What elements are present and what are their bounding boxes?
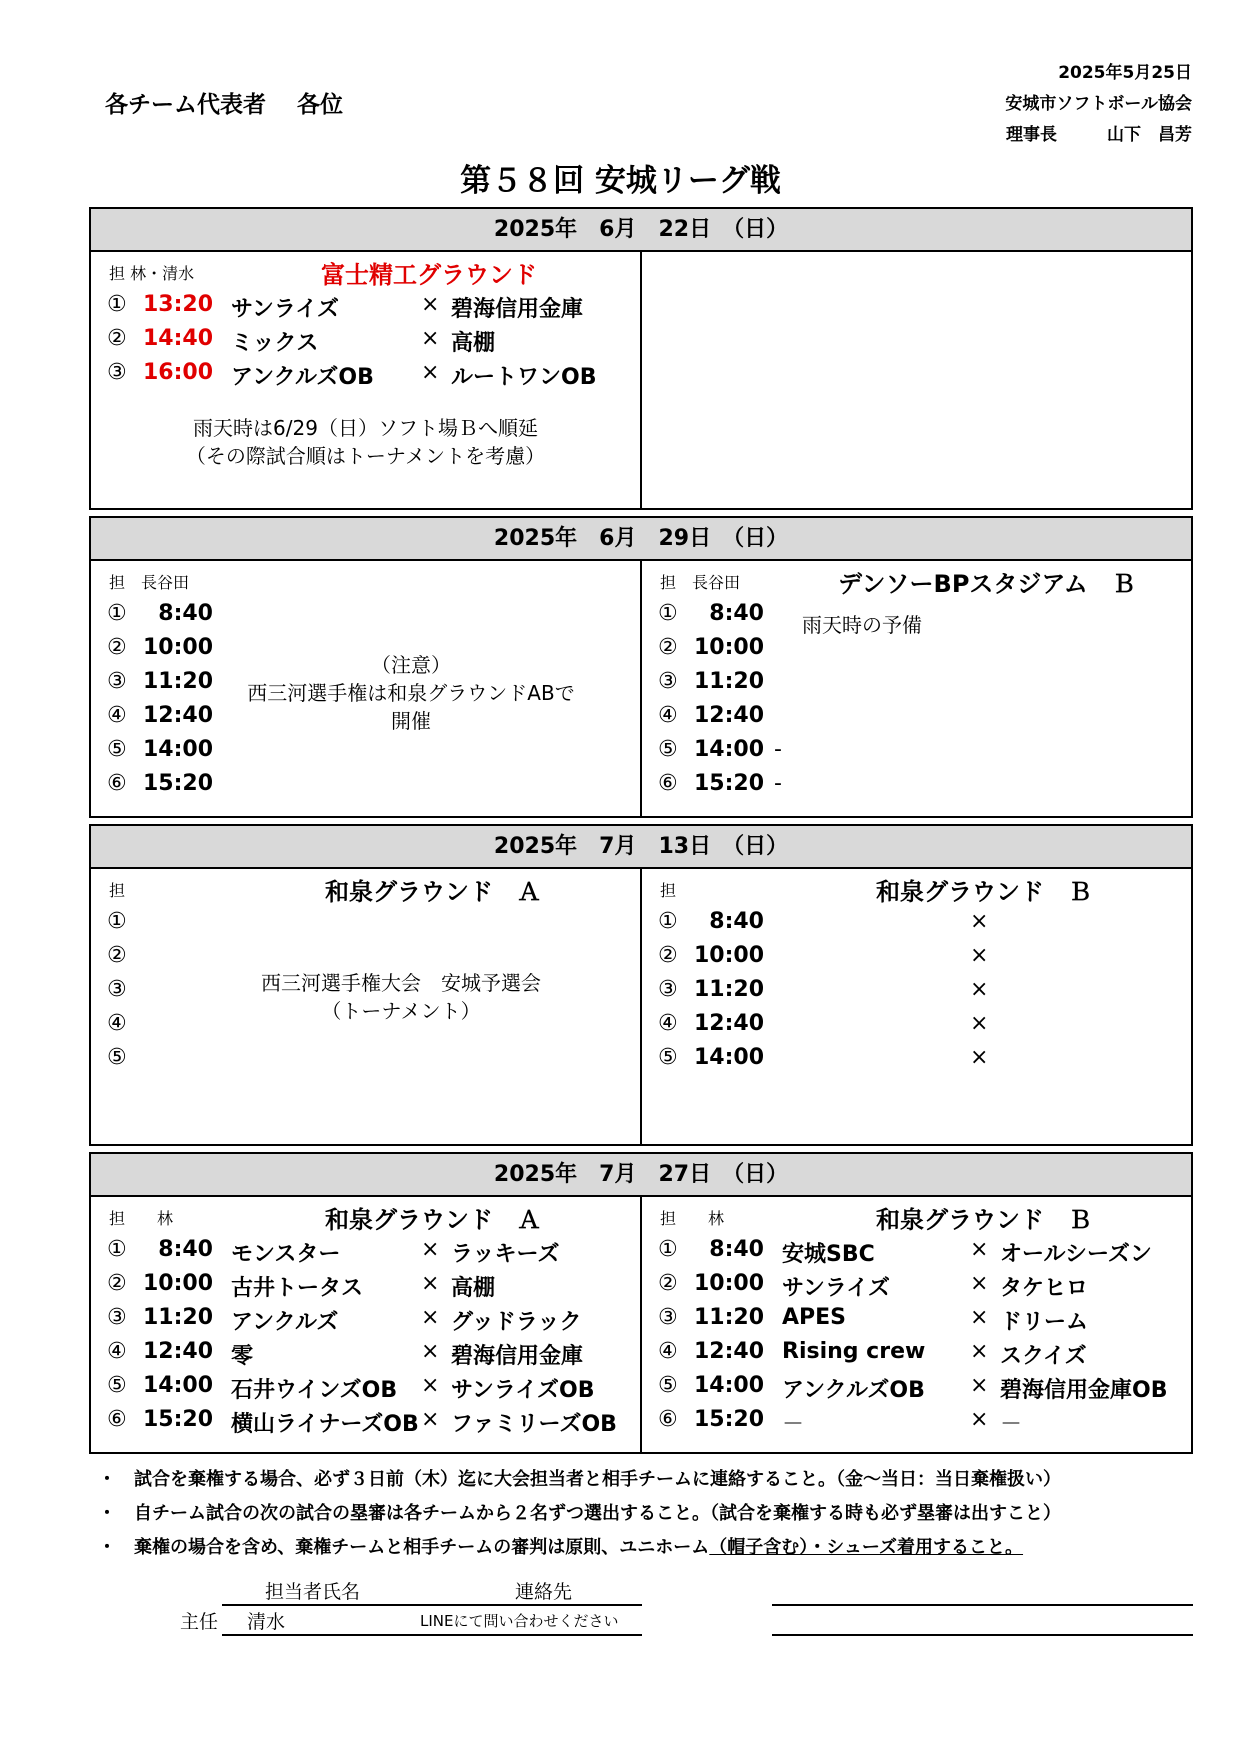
team-a: モンスター [231, 1242, 341, 1267]
team-a: 零 [231, 1344, 254, 1369]
versus-mark: × [421, 1339, 440, 1364]
underline-rule [222, 1634, 642, 1636]
team-a: － [782, 1412, 805, 1437]
game-number: ③ [658, 1305, 678, 1330]
caution-note: （注意） 西三河選手権は和泉グラウンドABで 開催 [247, 653, 575, 733]
team-a: 横山ライナーズOB [231, 1412, 419, 1437]
chair-line [1006, 120, 1192, 145]
versus-mark: × [421, 360, 440, 385]
team-a: アンクルズ [231, 1310, 339, 1335]
game-time: 14:00 [694, 1373, 765, 1398]
game-number: ⑤ [658, 1373, 678, 1398]
team-b: ファミリーズOB [451, 1412, 617, 1437]
staff-label: 担 長谷田 [109, 573, 190, 592]
game-number: ④ [107, 1339, 127, 1364]
game-number: ⑥ [107, 1407, 127, 1432]
tournament-note: 西三河選手権大会 安城予選会 （トーナメント） [261, 971, 541, 1023]
game-time: 11:20 [143, 1305, 214, 1330]
venue-panel-right [642, 1197, 1191, 1452]
venue-name: 和泉グラウンド Ｂ [876, 1206, 1092, 1234]
game-time: 14:00 [143, 1373, 214, 1398]
team-a: 安城SBC [782, 1242, 875, 1267]
team-a: Rising crew [782, 1339, 926, 1364]
team-b: オールシーズン [1000, 1242, 1152, 1267]
game-number: ① [658, 909, 678, 934]
game-time: 11:20 [694, 669, 765, 694]
rain-reserve-note: 雨天時の予備 [802, 613, 922, 637]
versus-mark: × [421, 1305, 440, 1330]
game-time: 15:20 [694, 1407, 765, 1432]
game-number: ⑥ [658, 771, 678, 796]
team-b: 高棚 [451, 1276, 496, 1301]
game-number: ① [107, 601, 127, 626]
game-time: 8:40 [709, 601, 764, 626]
game-number: ⑤ [658, 737, 678, 762]
game-time: 13:20 [143, 292, 214, 317]
notice-text [134, 1533, 1023, 1559]
versus-mark: × [421, 1373, 440, 1398]
versus-mark: × [970, 1271, 989, 1296]
staff-label: 担 [109, 881, 126, 900]
notice-text: 自チーム試合の次の試合の塁審は各チームから２名ずつ選出すること。（試合を棄権する時も必ず塁審は出すこと） [134, 1503, 1061, 1524]
game-number: ③ [107, 977, 127, 1002]
game-number: ③ [658, 977, 678, 1002]
versus-mark: × [421, 292, 440, 317]
venue-panel-right [642, 252, 1191, 508]
game-number: ③ [107, 669, 127, 694]
team-b: グッドラック [451, 1310, 582, 1335]
game-time: 15:20 [694, 771, 765, 796]
schedule-day-1 [89, 207, 1193, 510]
game-number: ① [107, 1237, 127, 1262]
game-number: ④ [658, 1339, 678, 1364]
game-number: ③ [107, 1305, 127, 1330]
role-label: 主任 [180, 1611, 219, 1633]
venue-name: 和泉グラウンド Ａ [325, 878, 541, 906]
schedule-day-3 [89, 824, 1193, 1146]
day-header: 2025年 7月 13日 （日） [91, 826, 1191, 869]
team-b: ラッキーズ [451, 1242, 560, 1267]
venue-name: 富士精工グラウンド [321, 261, 537, 289]
day-header: 2025年 6月 22日 （日） [91, 209, 1191, 252]
team-b: ルートワンOB [451, 365, 597, 390]
game-time: 10:00 [694, 1271, 765, 1296]
game-time: 14:40 [143, 326, 214, 351]
day-header: 2025年 7月 27日 （日） [91, 1154, 1191, 1197]
game-number: ② [107, 943, 127, 968]
team-b: ドリーム [1000, 1310, 1089, 1335]
game-number: ② [107, 635, 127, 660]
game-number: ② [658, 1271, 678, 1296]
game-number: ① [658, 1237, 678, 1262]
game-time: 15:20 [143, 771, 214, 796]
team-b: 碧海信用金庫 [451, 1344, 584, 1369]
bullet-mark: ・ [98, 1503, 116, 1524]
team-a: 古井トータス [231, 1276, 364, 1301]
game-time: 14:00 [694, 737, 765, 762]
game-time: 14:00 [694, 1045, 765, 1070]
team-b: タケヒロ [1000, 1276, 1089, 1301]
game-time: 12:40 [694, 1339, 765, 1364]
game-time: 12:40 [143, 1339, 214, 1364]
team-a: APES [782, 1305, 847, 1330]
versus-mark: × [970, 943, 989, 968]
versus-mark: × [421, 1237, 440, 1262]
game-time: 10:00 [143, 635, 214, 660]
staff-name: 清水 [247, 1611, 286, 1633]
venue-panel-left [91, 561, 640, 816]
venue-panel-left [91, 869, 640, 1144]
game-number: ⑤ [107, 1045, 127, 1070]
contact-method: LINEにて問い合わせください [420, 1612, 619, 1630]
game-number: ⑥ [107, 771, 127, 796]
versus-mark: × [970, 1011, 989, 1036]
venue-panel-left [91, 1197, 640, 1452]
venue-name: 和泉グラウンド Ａ [325, 1206, 541, 1234]
game-time: 8:40 [158, 1237, 213, 1262]
versus-mark: × [970, 1237, 989, 1262]
team-b: － [1000, 1412, 1023, 1437]
addressee: 各チーム代表者 各位 [105, 92, 344, 118]
game-time: 10:00 [694, 635, 765, 660]
notice-text-underlined: （帽子含む）・シューズ着用すること。 [709, 1537, 1024, 1558]
team-b: 高棚 [451, 331, 496, 356]
game-number: ① [107, 909, 127, 934]
game-number: ⑤ [107, 737, 127, 762]
game-number: ⑤ [658, 1045, 678, 1070]
game-number: ① [658, 601, 678, 626]
game-time: 11:20 [143, 669, 214, 694]
game-number: ③ [658, 669, 678, 694]
versus-mark: × [421, 1271, 440, 1296]
staff-label: 担 林 [660, 1209, 725, 1228]
game-number: ④ [658, 703, 678, 728]
versus-mark: × [970, 909, 989, 934]
game-number: ④ [658, 1011, 678, 1036]
team-a: ミックス [231, 331, 319, 356]
notice-text: 試合を棄権する場合、必ず３日前（木）迄に大会担当者と相手チームに連絡すること。（金～当日：当日棄権扱い） [134, 1469, 1061, 1490]
game-number: ② [658, 943, 678, 968]
team-a: アンクルズOB [782, 1378, 925, 1403]
chair-title: 理事長 [1006, 125, 1057, 145]
venue-panel-right [642, 561, 1191, 816]
chair-name: 山下 昌芳 [1107, 125, 1192, 145]
game-time: 10:00 [694, 943, 765, 968]
venue-panel-right [642, 869, 1191, 1144]
versus-mark: × [970, 1373, 989, 1398]
staff-label: 担 林・清水 [109, 264, 195, 283]
game-time: 15:20 [143, 1407, 214, 1432]
versus-mark: × [970, 1305, 989, 1330]
rain-note: 雨天時は6/29（日）ソフト場Ｂへ順延 （その際試合順はトーナメントを考慮） [185, 416, 546, 468]
game-time: 14:00 [143, 737, 214, 762]
game-number: ④ [107, 1011, 127, 1036]
game-time: 11:20 [694, 1305, 765, 1330]
team-a: サンライズ [782, 1276, 891, 1301]
team-b: サンライズOB [451, 1378, 595, 1403]
team-b: スクイズ [1000, 1344, 1087, 1369]
game-time: 12:40 [694, 1011, 765, 1036]
game-number: ⑤ [107, 1373, 127, 1398]
versus-mark: × [421, 326, 440, 351]
versus-mark: × [970, 1045, 989, 1070]
schedule-day-2 [89, 516, 1193, 818]
staff-label: 担 林 [109, 1209, 174, 1228]
name-column-header: 担当者氏名 [265, 1581, 361, 1603]
document-date: 2025年5月25日 [1058, 63, 1192, 83]
versus-mark: × [421, 1407, 440, 1432]
notice-text-plain: 棄権の場合を含め、棄権チームと相手チームの審判は原則、ユニホーム [134, 1537, 710, 1558]
game-time: 8:40 [709, 1237, 764, 1262]
game-time: 10:00 [143, 1271, 214, 1296]
bullet-mark: ・ [98, 1537, 116, 1558]
venue-panel-left [91, 252, 640, 508]
game-time: 12:40 [143, 703, 214, 728]
versus-mark: × [970, 1339, 989, 1364]
versus-mark: × [970, 977, 989, 1002]
underline-rule [772, 1634, 1193, 1636]
game-number: ② [107, 326, 127, 351]
team-a: アンクルズOB [231, 365, 374, 390]
underline-rule [772, 1604, 1193, 1606]
schedule-day-4 [89, 1152, 1193, 1454]
game-number: ③ [107, 360, 127, 385]
game-time: 8:40 [158, 601, 213, 626]
game-time: 8:40 [709, 909, 764, 934]
venue-name: デンソーBPスタジアム Ｂ [838, 570, 1136, 598]
game-number: ① [107, 292, 127, 317]
staff-label: 担 [660, 881, 677, 900]
staff-label: 担 長谷田 [660, 573, 741, 592]
page-title: 第５８回 安城リーグ戦 [460, 163, 781, 199]
underline-rule [222, 1604, 642, 1606]
game-number: ④ [107, 703, 127, 728]
day-header: 2025年 6月 29日 （日） [91, 518, 1191, 561]
team-a: サンライズ [231, 297, 340, 322]
game-number: ⑥ [658, 1407, 678, 1432]
game-time: 11:20 [694, 977, 765, 1002]
game-time: 16:00 [143, 360, 214, 385]
team-b: 碧海信用金庫OB [1000, 1378, 1168, 1403]
team-a: - [774, 737, 782, 762]
team-a: - [774, 771, 782, 796]
game-number: ② [658, 635, 678, 660]
team-b: 碧海信用金庫 [451, 297, 584, 322]
contact-column-header: 連絡先 [515, 1581, 573, 1603]
game-number: ② [107, 1271, 127, 1296]
versus-mark: × [970, 1407, 989, 1432]
game-time: 12:40 [694, 703, 765, 728]
team-a: 石井ウインズOB [231, 1378, 398, 1403]
bullet-mark: ・ [98, 1469, 116, 1490]
organization-name: 安城市ソフトボール協会 [1005, 94, 1192, 114]
venue-name: 和泉グラウンド Ｂ [876, 878, 1092, 906]
